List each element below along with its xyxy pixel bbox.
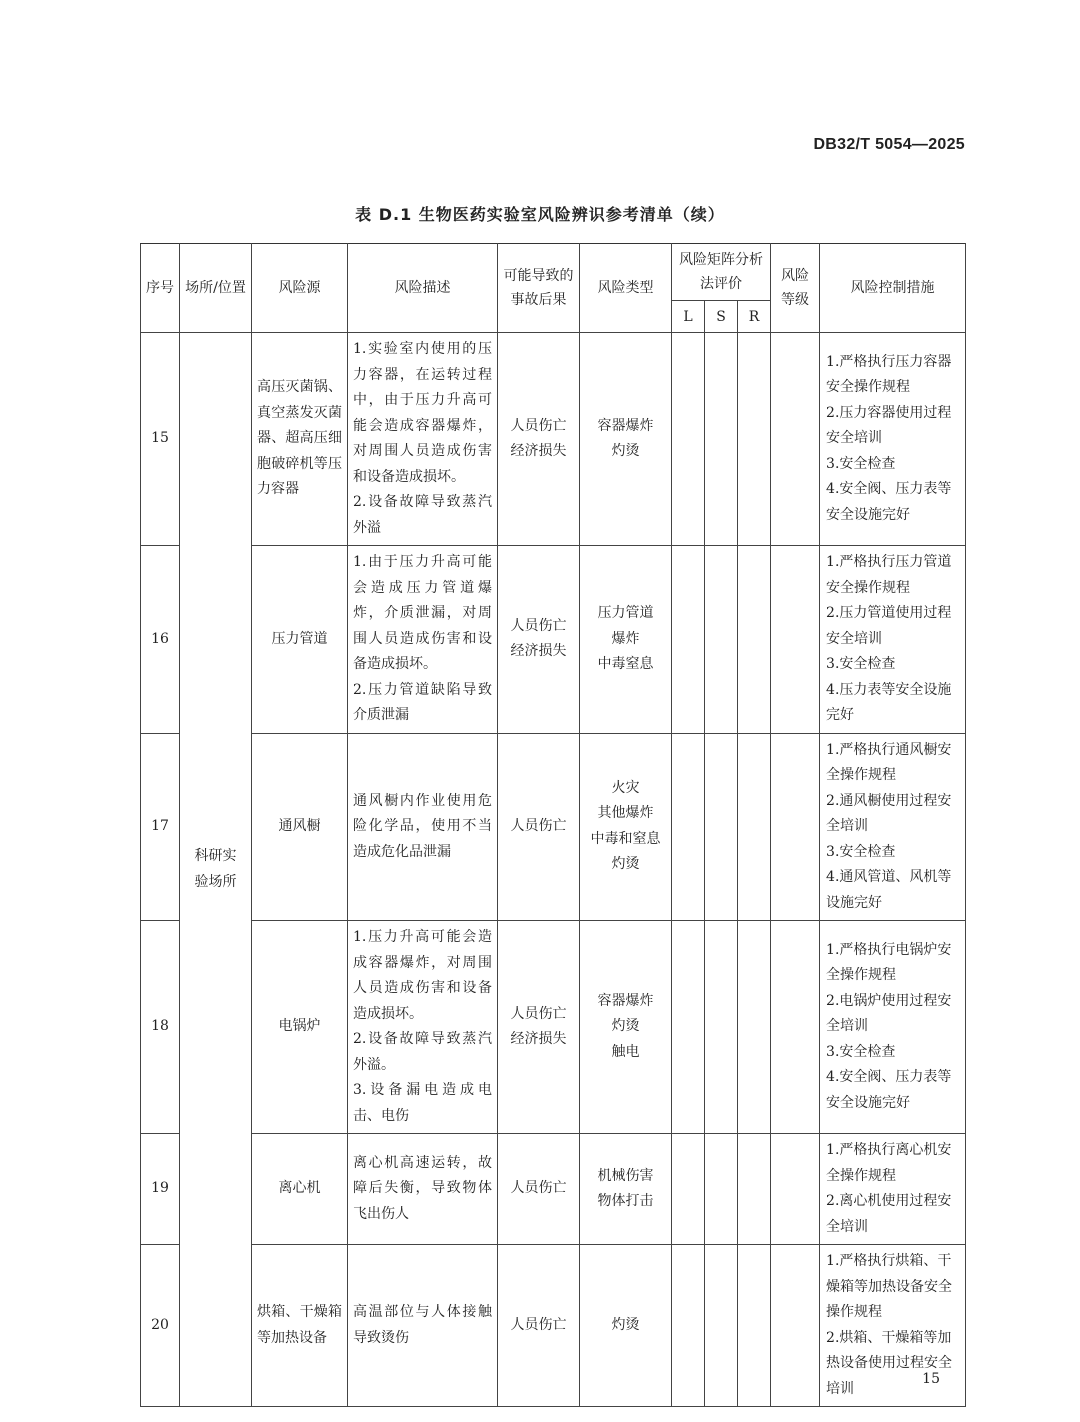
table-title: 表 D.1 生物医药实验室风险辨识参考清单（续）: [355, 205, 725, 224]
row-risk-type: [580, 1134, 672, 1245]
row-description-line: 高温部位与人体接触导致烫伤: [353, 1304, 492, 1346]
row-r: [738, 333, 771, 546]
row-consequence: [498, 546, 580, 734]
header-risk-type: 风险类型: [580, 244, 672, 333]
row-control-line: 4.安全阀、压力表等安全设施完好: [826, 481, 952, 523]
row-consequence-line: 经济损失: [510, 443, 567, 459]
row-seq: 18: [141, 921, 180, 1134]
row-l: [672, 1134, 705, 1245]
row-r: [738, 733, 771, 921]
row-consequence-line: 人员伤亡: [510, 617, 567, 634]
row-risk-type: [580, 733, 672, 921]
row-risk-type-line: 中毒窒息: [597, 656, 654, 672]
row-control: [820, 733, 966, 921]
row-risk-type-line: 触电: [611, 1043, 640, 1060]
row-description: [348, 1245, 498, 1407]
document-code: DB32/T 5054—2025: [813, 136, 965, 153]
row-source: 烘箱、干燥箱等加热设备: [252, 1245, 348, 1407]
table-row: [141, 1134, 966, 1245]
row-consequence: [498, 1245, 580, 1407]
row-consequence-line: 人员伤亡: [510, 1316, 567, 1333]
row-control-line: 4.压力表等安全设施完好: [826, 681, 952, 723]
row-seq: 16: [141, 546, 180, 734]
row-source: 高压灭菌锅、真空蒸发灭菌器、超高压细胞破碎机等压力容器: [252, 333, 348, 546]
row-control-line: 2.离心机使用过程安全培训: [826, 1193, 952, 1235]
header-r: R: [738, 301, 771, 333]
row-consequence: [498, 733, 580, 921]
header-l: L: [672, 301, 705, 333]
row-control-line: 2.烘箱、干燥箱等加热设备使用过程安全培训: [826, 1329, 953, 1397]
row-risk-type-line: 灼烫: [611, 856, 640, 873]
row-consequence-line: 人员伤亡: [510, 417, 567, 434]
row-risk-type-line: 灼烫: [611, 443, 640, 459]
header-seq: 序号: [141, 244, 180, 333]
row-control-line: 3.安全检查: [826, 843, 896, 860]
row-risk-level: [771, 921, 820, 1134]
header-s: S: [705, 301, 738, 333]
row-seq: 20: [141, 1245, 180, 1407]
row-risk-type-line: 灼烫: [611, 1316, 640, 1333]
row-risk-type-line: 灼烫: [611, 1018, 640, 1035]
row-control-line: 3.安全检查: [826, 656, 896, 672]
row-risk-level: [771, 333, 820, 546]
row-source: 离心机: [252, 1134, 348, 1245]
row-risk-type: [580, 546, 672, 734]
row-risk-type-line: 容器爆炸: [597, 417, 654, 434]
row-consequence-line: 经济损失: [510, 1031, 567, 1047]
row-control-line: 4.安全阀、压力表等安全设施完好: [826, 1069, 952, 1111]
row-control: [820, 1134, 966, 1245]
row-description: [348, 921, 498, 1134]
row-source: 电锅炉: [252, 921, 348, 1134]
table-row: [141, 333, 966, 546]
row-source: 压力管道: [252, 546, 348, 734]
row-risk-level: [771, 1134, 820, 1245]
table-row: [141, 733, 966, 921]
row-seq: 19: [141, 1134, 180, 1245]
row-control-line: 3.安全检查: [826, 455, 896, 472]
page-number: 15: [922, 1371, 940, 1387]
row-consequence-line: 人员伤亡: [510, 818, 567, 834]
row-control-line: 1.严格执行压力容器安全操作规程: [826, 353, 952, 396]
table-row: [141, 921, 966, 1134]
row-control: [820, 333, 966, 546]
row-seq: 17: [141, 733, 180, 921]
row-risk-level: [771, 546, 820, 734]
row-description-line: 1.压力升高可能会造成容器爆炸，对周围人员造成伤害和设备造成损坏。: [353, 929, 492, 1022]
row-place: 科研实验场所: [180, 333, 252, 1407]
row-description: [348, 733, 498, 921]
row-s: [705, 1134, 738, 1245]
row-control-line: 1.严格执行烘箱、干燥箱等加热设备安全操作规程: [826, 1253, 953, 1320]
row-r: [738, 546, 771, 734]
row-consequence-line: 人员伤亡: [510, 1005, 567, 1022]
row-consequence: [498, 333, 580, 546]
table-row: [141, 546, 966, 734]
row-control-line: 2.压力容器使用过程安全培训: [826, 404, 952, 447]
row-description-line: 1.实验室内使用的压力容器，在运转过程中，由于压力升高可能会造成容器爆炸，对周围人员造成伤害和设备造成损坏。: [353, 341, 492, 485]
row-control-line: 1.严格执行压力管道安全操作规程: [826, 554, 952, 596]
row-seq: 15: [141, 333, 180, 546]
table-body: [141, 333, 966, 1407]
row-risk-level: [771, 1245, 820, 1407]
header-risk-matrix: 风险矩阵分析法评价: [672, 244, 771, 301]
header-risk-level: 风险等级: [771, 244, 820, 333]
risk-identification-table: [140, 243, 966, 1407]
header-place: 场所/位置: [180, 244, 252, 333]
row-control-line: 1.严格执行离心机安全操作规程: [826, 1142, 952, 1184]
row-risk-type-line: 物体打击: [597, 1193, 654, 1209]
row-consequence: [498, 1134, 580, 1245]
row-control: [820, 921, 966, 1134]
row-s: [705, 733, 738, 921]
row-description-line: 3.设备漏电造成电击、电伤: [353, 1082, 492, 1124]
row-description-line: 通风橱内作业使用危险化学品，使用不当造成危化品泄漏: [353, 792, 492, 860]
row-consequence-line: 人员伤亡: [510, 1180, 567, 1197]
row-risk-type-line: 压力管道: [597, 605, 654, 621]
row-description: [348, 333, 498, 546]
row-r: [738, 1245, 771, 1407]
row-control-line: 3.安全检查: [826, 1043, 896, 1060]
row-risk-level: [771, 733, 820, 921]
row-control-line: 4.通风管道、风机等设施完好: [826, 869, 952, 911]
row-risk-type-line: 爆炸: [611, 630, 640, 647]
header-consequence: 可能导致的事故后果: [498, 244, 580, 333]
row-consequence: [498, 921, 580, 1134]
row-description-line: 离心机高速运转，故障后失衡，导致物体飞出伤人: [353, 1154, 492, 1222]
row-s: [705, 546, 738, 734]
row-description: [348, 546, 498, 734]
row-control-line: 2.通风橱使用过程安全培训: [826, 792, 952, 834]
row-description: [348, 1134, 498, 1245]
row-r: [738, 921, 771, 1134]
row-l: [672, 546, 705, 734]
row-risk-type-line: 火灾: [611, 779, 640, 796]
row-control: [820, 1245, 966, 1407]
row-consequence-line: 经济损失: [510, 643, 567, 660]
table-row: [141, 1245, 966, 1407]
row-risk-type: [580, 333, 672, 546]
row-r: [738, 1134, 771, 1245]
row-description-line: 2.压力管道缺陷导致介质泄漏: [353, 681, 492, 723]
row-control-line: 1.严格执行通风橱安全操作规程: [826, 741, 952, 783]
header-description: 风险描述: [348, 244, 498, 333]
row-l: [672, 733, 705, 921]
row-control: [820, 546, 966, 734]
row-l: [672, 333, 705, 546]
row-description-line: 1.由于压力升高可能会造成压力管道爆炸，介质泄漏，对周围人员造成伤害和设备造成损坏。: [353, 554, 492, 672]
row-description-line: 2.设备故障导致蒸汽外溢: [353, 494, 492, 536]
row-source: 通风橱: [252, 733, 348, 921]
row-s: [705, 333, 738, 546]
row-l: [672, 921, 705, 1134]
row-l: [672, 1245, 705, 1407]
row-risk-type: [580, 921, 672, 1134]
row-control-line: 2.压力管道使用过程安全培训: [826, 605, 952, 647]
row-risk-type-line: 机械伤害: [597, 1167, 654, 1184]
row-control-line: 2.电锅炉使用过程安全培训: [826, 992, 952, 1035]
row-control-line: 1.严格执行电锅炉安全操作规程: [826, 941, 952, 984]
header-source: 风险源: [252, 244, 348, 333]
row-s: [705, 921, 738, 1134]
row-risk-type: [580, 1245, 672, 1407]
row-risk-type-line: 容器爆炸: [597, 992, 654, 1009]
row-description-line: 2.设备故障导致蒸汽外溢。: [353, 1031, 492, 1073]
row-risk-type-line: 中毒和窒息: [590, 830, 661, 847]
row-risk-type-line: 其他爆炸: [597, 805, 654, 822]
row-s: [705, 1245, 738, 1407]
header-control: 风险控制措施: [820, 244, 966, 333]
